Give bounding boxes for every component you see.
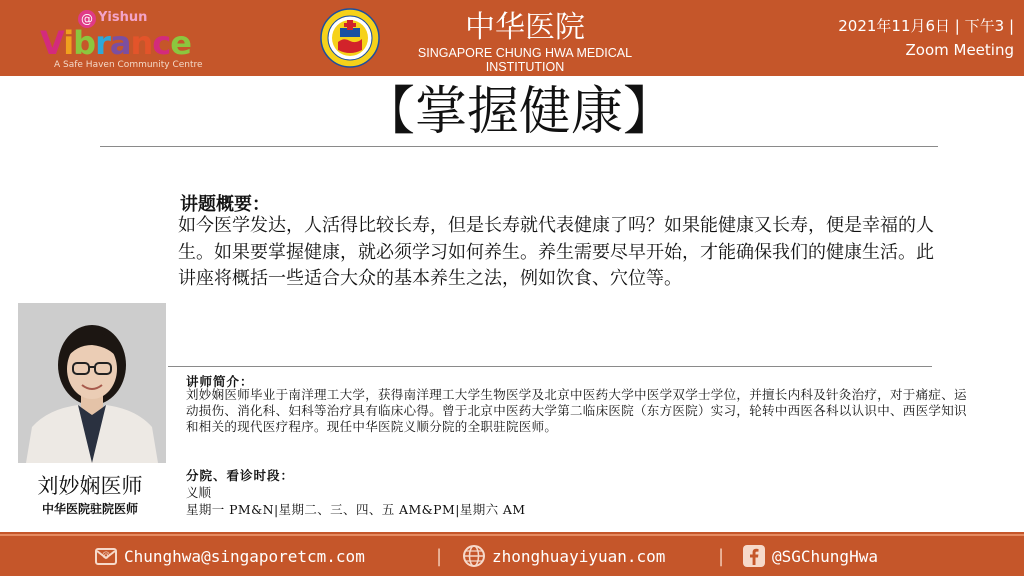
institution-name-en: SINGAPORE CHUNG HWA MEDICAL INSTITUTION xyxy=(417,46,633,74)
branch-heading: 分院、看诊时段： xyxy=(186,468,295,483)
footer-facebook[interactable] xyxy=(742,544,878,568)
logo-brand: Vibrance xyxy=(40,24,191,62)
bio-divider xyxy=(168,366,932,367)
facebook-text: @SGChungHwa xyxy=(772,546,878,566)
svg-text:@: @ xyxy=(102,550,110,559)
footer-separator: | xyxy=(436,546,443,567)
email-icon xyxy=(94,544,118,568)
talk-title: 【掌握健康】 xyxy=(362,82,675,142)
chung-hwa-emblem-icon xyxy=(320,8,380,68)
bio-heading: 讲师简介： xyxy=(186,374,254,389)
clinic-schedule: 星期一 PM&N|星期二、三、四、五 AM&PM|星期六 AM xyxy=(186,502,526,517)
footer-separator: | xyxy=(718,546,725,567)
branch-name: 义顺 xyxy=(186,485,212,500)
logo-tagline: A Safe Haven Community Centre xyxy=(54,60,203,70)
title-divider xyxy=(100,146,938,147)
logo-at-symbol: @ xyxy=(78,10,96,28)
footer-email[interactable] xyxy=(94,544,365,568)
summary-heading: 讲题概要： xyxy=(180,194,270,215)
footer-accent-line xyxy=(0,534,1024,536)
facebook-icon xyxy=(742,544,766,568)
footer-website[interactable] xyxy=(462,544,665,568)
website-text: zhonghuayiyuan.com xyxy=(492,546,666,566)
logo-location: Yishun xyxy=(98,10,148,25)
institution-name-cn: 中华医院 xyxy=(465,10,585,45)
bio-text: 刘妙娴医师毕业于南洋理工大学，获得南洋理工大学生物医学及北京中医药大学中医学双学士学位，并擅长内科及针灸治疗，对于痛症、运动损伤、消化科、妇科等治疗具有临床心得。曾于北京中医药大学第二临床医院（东方医院）实习，轮转中西医各科以认识中、西医学知识和相关的现代医疗程序。现任中华医院义顺分院的全职驻院医师。 xyxy=(186,387,967,434)
doctor-photo xyxy=(18,303,166,463)
event-platform: Zoom Meeting xyxy=(905,41,1014,59)
doctor-title: 中华医院驻院医师 xyxy=(41,502,138,516)
doctor-name: 刘妙娴医师 xyxy=(37,474,143,498)
email-text: Chunghwa@singaporetcm.com xyxy=(124,546,365,566)
vibrance-logo xyxy=(40,10,210,70)
summary-text: 如今医学发达，人活得比较长寿，但是长寿就代表健康了吗？如果能健康又长寿，便是幸福的人生。如果要掌握健康，就必须学习如何养生。养生需要尽早开始，才能确保我们的健康生活。此讲座将概括一些适合大众的基本养生之法，例如饮食、穴位等。 xyxy=(178,215,934,289)
event-date-time: 2021年11月6日 | 下午3 | xyxy=(838,17,1014,35)
globe-icon xyxy=(462,544,486,568)
